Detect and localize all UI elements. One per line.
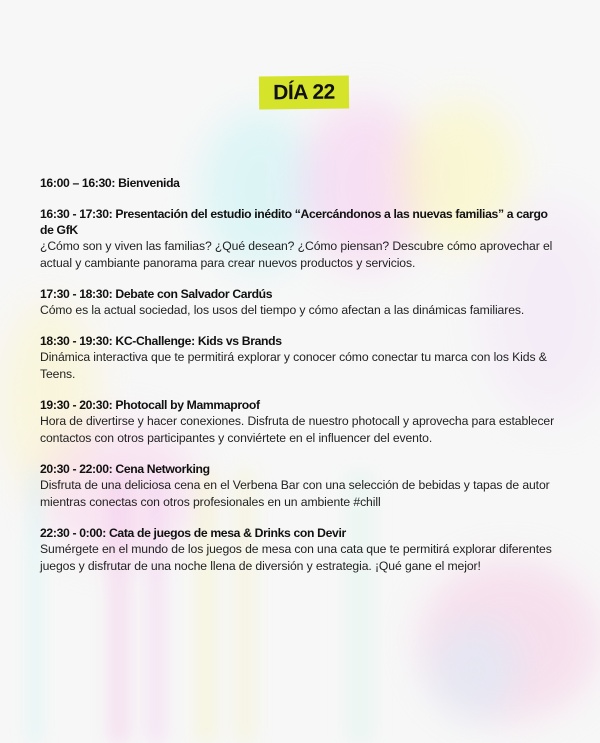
day-badge-label: DÍA 22 (273, 80, 335, 104)
schedule-item-title: 20:30 - 22:00: Cena Networking (40, 462, 210, 476)
schedule-item-description: Disfruta de una deliciosa cena en el Verbena Bar con una selección de bebidas y tapas de autor mientras conectas con otros profesionales en un ambiente #chill (40, 478, 550, 509)
schedule-item-description: Cómo es la actual sociedad, los usos del tiempo y cómo afectan a las dinámicas familiares. (40, 303, 525, 317)
schedule-item-title: 18:30 - 19:30: KC-Challenge: Kids vs Brands (40, 334, 282, 348)
schedule-item-description: Dinámica interactiva que te permitirá explorar y conocer cómo conectar tu marca con los Kids & Teens. (40, 350, 547, 381)
schedule-item-title: 22:30 - 0:00: Cata de juegos de mesa & Drinks con Devir (40, 526, 346, 540)
schedule-item (40, 525, 560, 575)
schedule-item (40, 175, 560, 191)
schedule-item (40, 333, 560, 383)
schedule-item-title: 19:30 - 20:30: Photocall by Mammaproof (40, 398, 260, 412)
schedule-item (40, 206, 560, 272)
schedule-item-title: 16:30 - 17:30: Presentación del estudio inédito “Acercándonos a las nuevas familias” a cargo de GfK (40, 207, 548, 237)
schedule-item (40, 286, 560, 319)
schedule-item-description: Hora de divertirse y hacer conexiones. Disfruta de nuestro photocall y aprovecha para establecer contactos con otros participantes y conviértete en el influencer del evento. (40, 414, 555, 445)
schedule-item-description: ¿Cómo son y viven las familias? ¿Qué desean? ¿Cómo piensan? Descubre cómo aprovechar el actual y cambiante panorama para crear nuevos productos y servicios. (40, 239, 553, 270)
schedule-list (40, 175, 560, 589)
schedule-item-title: 16:00 – 16:30: Bienvenida (40, 176, 180, 190)
schedule-item (40, 461, 560, 511)
schedule-item-title: 17:30 - 18:30: Debate con Salvador Cardús (40, 287, 273, 301)
schedule-item (40, 397, 560, 447)
schedule-item-description: Sumérgete en el mundo de los juegos de mesa con una cata que te permitirá explorar diferentes juegos y disfrutar de una noche llena de diversión y estrategia. ¡Qué gane el mejor! (40, 542, 552, 573)
day-badge (259, 76, 349, 110)
